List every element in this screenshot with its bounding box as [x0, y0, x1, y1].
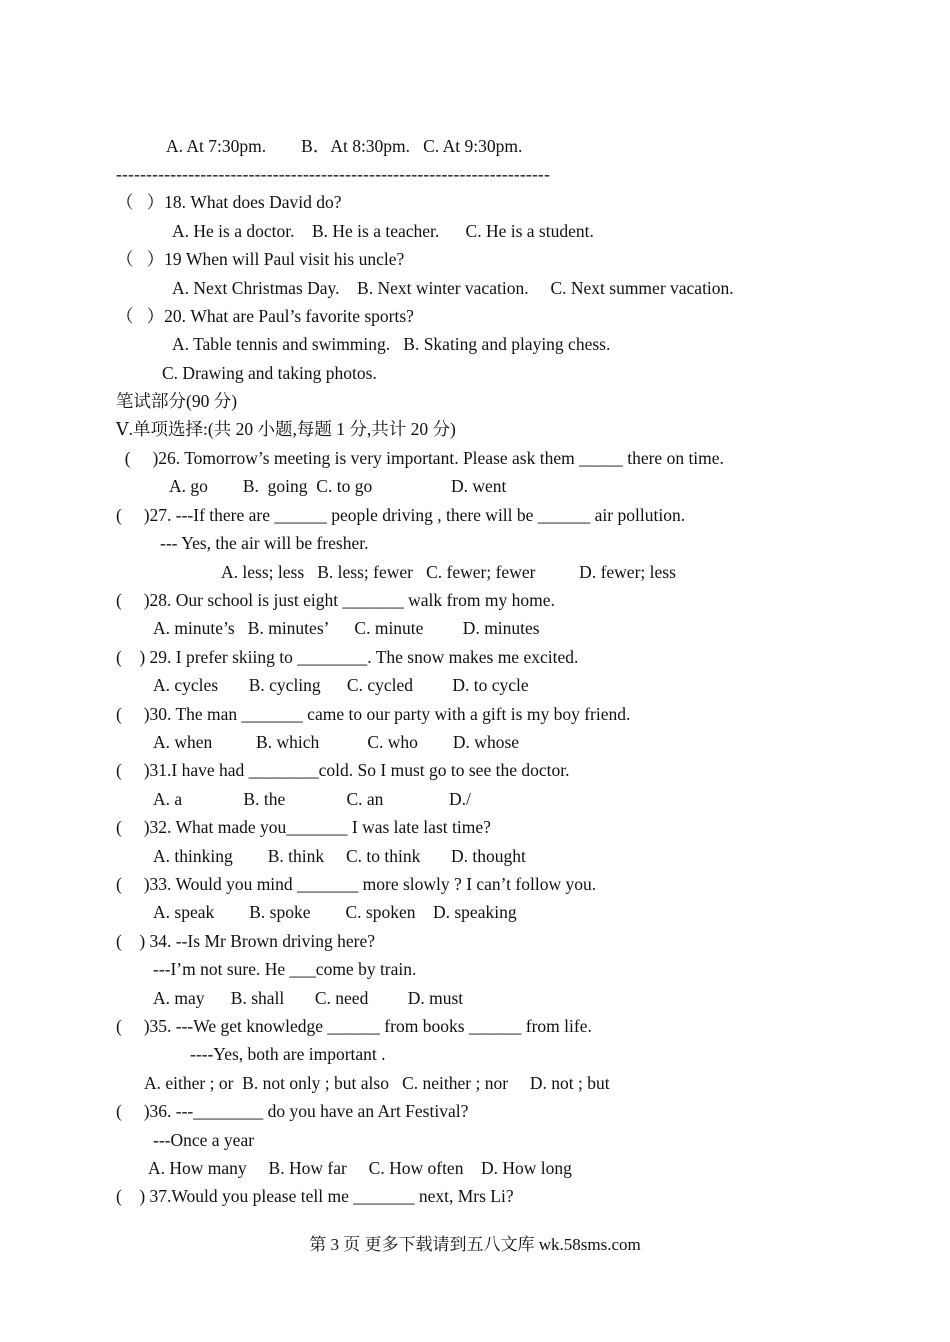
q35-stem: ( )35. ---We get knowledge ______ from books ______ from life.	[116, 1016, 592, 1036]
q30-options: A. when B. which C. who D. whose	[153, 732, 520, 752]
q36-stem: ( )36. ---________ do you have an Art Festival?	[116, 1101, 469, 1121]
q31-stem: ( )31.I have had ________cold. So I must go to see the doctor.	[116, 760, 570, 780]
q29-stem: ( ) 29. I prefer skiing to ________. The snow makes me excited.	[116, 647, 579, 667]
section-title: 笔试部分(90 分)	[116, 391, 238, 411]
q34-options: A. may B. shall C. need D. must	[153, 988, 464, 1008]
q20-options-line2: C. Drawing and taking photos.	[162, 363, 377, 383]
q19-options: A. Next Christmas Day. B. Next winter vacation. C. Next summer vacation.	[172, 278, 734, 298]
q27-line2: --- Yes, the air will be fresher.	[160, 533, 369, 553]
q35-options: A. either ; or B. not only ; but also C. neither ; nor D. not ; but	[144, 1073, 610, 1093]
q33-stem: ( )33. Would you mind _______ more slowly ? I can’t follow you.	[116, 874, 597, 894]
q20-stem: （ ）20. What are Paul’s favorite sports?	[116, 306, 414, 326]
q29-options: A. cycles B. cycling C. cycled D. to cycle	[153, 675, 529, 695]
q34-stem: ( ) 34. --Is Mr Brown driving here?	[116, 931, 376, 951]
q31-options: A. a B. the C. an D./	[153, 789, 471, 809]
q34-line2: ---I’m not sure. He ___come by train.	[153, 959, 417, 979]
q36-line2: ---Once a year	[153, 1130, 255, 1150]
q19-stem: （ ）19 When will Paul visit his uncle?	[116, 249, 405, 269]
q27-stem: ( )27. ---If there are ______ people driving , there will be ______ air pollution.	[116, 505, 686, 525]
q28-stem: ( )28. Our school is just eight _______ walk from my home.	[116, 590, 555, 610]
q32-stem: ( )32. What made you_______ I was late last time?	[116, 817, 491, 837]
part5-title: Ⅴ.单项选择:(共 20 小题,每题 1 分,共计 20 分)	[116, 419, 456, 439]
q37-stem: ( ) 37.Would you please tell me _______ next, Mrs Li?	[116, 1186, 514, 1206]
q32-options: A. thinking B. think C. to think D. thought	[153, 846, 526, 866]
divider-line: ------------------------------------------------------------------------	[116, 164, 550, 184]
q17-options: A. At 7:30pm. B．At 8:30pm. C. At 9:30pm.	[166, 136, 523, 156]
q33-options: A. speak B. spoke C. spoken D. speaking	[153, 902, 517, 922]
q35-line2: ----Yes, both are important .	[190, 1044, 386, 1064]
q26-stem: ( )26. Tomorrow’s meeting is very important. Please ask them _____ there on time.	[116, 448, 724, 468]
q28-options: A. minute’s B. minutes’ C. minute D. minutes	[153, 618, 540, 638]
q26-options: A. go B. going C. to go D. went	[169, 476, 507, 496]
q36-options: A. How many B. How far C. How often D. How long	[148, 1158, 572, 1178]
page-footer: 第 3 页 更多下载请到五八文库 wk.58sms.com	[309, 1235, 641, 1254]
q20-options-line1: A. Table tennis and swimming. B. Skating and playing chess.	[172, 334, 611, 354]
q18-stem: （ ）18. What does David do?	[116, 192, 342, 212]
q30-stem: ( )30. The man _______ came to our party with a gift is my boy friend.	[116, 704, 631, 724]
q18-options: A. He is a doctor. B. He is a teacher. C. He is a student.	[172, 221, 594, 241]
q27-options: A. less; less B. less; fewer C. fewer; fewer D. fewer; less	[221, 562, 676, 582]
